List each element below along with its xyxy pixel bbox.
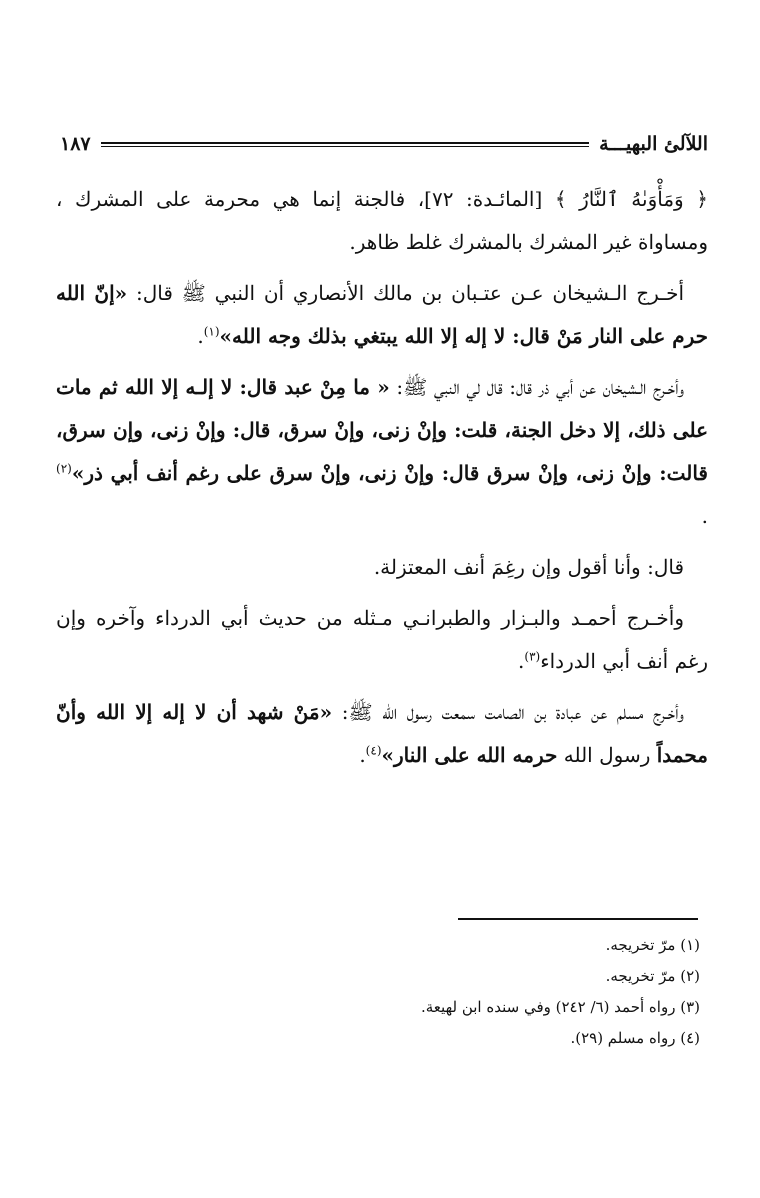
paragraph — [56, 272, 708, 358]
body-text-span: وأخـرج أحمـد والبـزار والطبرانـي مـثله من حديث أبي الدرداء وآخره وإن رغم أنف أبي الدرداء — [56, 606, 708, 673]
paragraph — [56, 597, 708, 683]
running-title: اللآلئ البهيـــة — [599, 133, 708, 155]
hadith-text: «إنّ الله حرم على النار مَنْ قال: لا إله إلا الله يبتغي بذلك وجه الله» — [56, 281, 708, 348]
body-text-span: أخـرج الـشيخان عـن عتـبان بن مالك الأنصاري أن النبي ﷺ قال: — [127, 281, 684, 305]
running-header — [60, 128, 708, 160]
footnote-ref: (٣) — [524, 649, 541, 664]
body-text-span: وأخـرج مسلم عن عبادة بن الصامت سمعت رسول الله ﷺ: — [332, 700, 684, 724]
footnote: (٢) مرّ تخريجه. — [605, 967, 700, 985]
footnotes — [300, 930, 700, 1054]
body-text-span: قال: وأنا أقول وإن رغِمَ أنف المعتزلة. — [373, 555, 684, 579]
body-text-span: . — [701, 504, 708, 528]
paragraph — [56, 366, 708, 538]
footnote: (٣) رواه أحمد (٦/ ٢٤٢) وفي سنده ابن لهيعة. — [421, 998, 700, 1016]
body-text-span: . — [359, 743, 366, 767]
footnote: (١) مرّ تخريجه. — [605, 936, 700, 954]
paragraph — [56, 691, 708, 777]
body-text-span: رسول الله — [557, 743, 657, 767]
body-text — [56, 178, 708, 785]
hadith-text: «مَنْ شهد أن لا إله إلا الله وأنّ محمداً — [56, 700, 708, 767]
body-text-span: ﴿ وَمَأْوَىٰهُ ٱلنَّارُ ﴾ — [554, 187, 708, 211]
hadith-text: « ما مِنْ عبد قال: لا إلـه إلا الله ثم مات على ذلك، إلا دخل الجنة، قلت: وإنْ زنى، وإنْ سرق، قال: وإنْ زنى، وإن سرق، قالت: وإنْ زنى، وإنْ سرق قال: وإنْ زنى، وإنْ سرق على رغم أنف أبي ذر» — [56, 375, 708, 485]
body-text-span: . — [197, 324, 204, 348]
footnote-separator — [458, 918, 698, 920]
body-text-span: . — [518, 649, 525, 673]
paragraph — [56, 546, 708, 589]
body-text-span: وأخـرج الـشيخان عن أبي ذر قال: قال لي النبي ﷺ: — [389, 375, 685, 399]
footnote-ref: (٢) — [56, 461, 72, 476]
body-text-span: [المائـدة: ٧٢]، فالجنة إنما هي محرمة على المشرك ، ومساواة غير المشرك بالمشرك غلط ظاهر. — [56, 187, 708, 254]
header-rule — [101, 142, 590, 147]
footnote-ref: (١) — [203, 324, 220, 339]
page-number: ١٨٧ — [60, 133, 91, 155]
paragraph — [56, 178, 708, 264]
hadith-text: حرمه الله على النار» — [381, 743, 558, 767]
footnote-ref: (٤) — [365, 743, 382, 758]
footnote: (٤) رواه مسلم (٢٩). — [570, 1029, 700, 1047]
